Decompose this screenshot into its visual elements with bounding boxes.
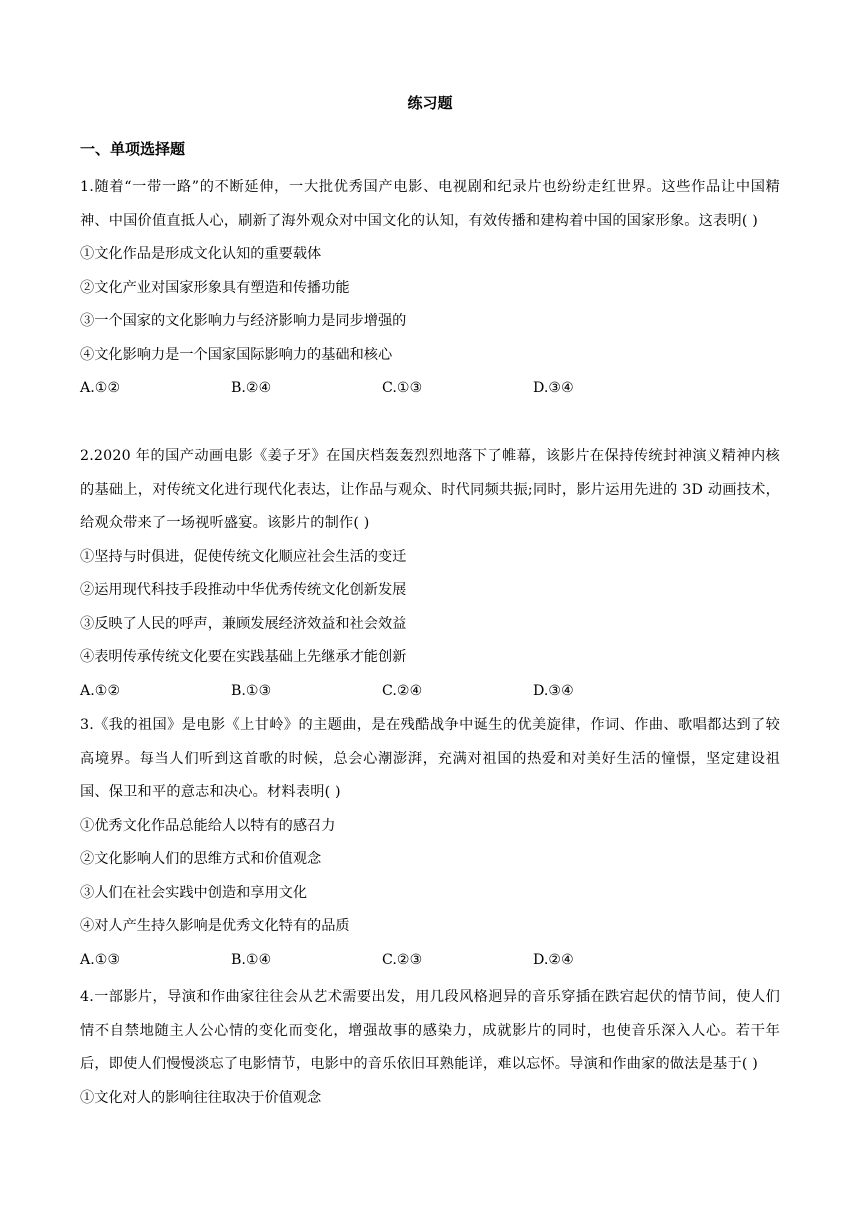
question-option: ③反映了人民的呼声，兼顾发展经济效益和社会效益 bbox=[80, 615, 407, 632]
page-title: 练习题 bbox=[407, 94, 453, 112]
choice-d: D.②④ bbox=[533, 951, 574, 968]
question-option: ④文化影响力是一个国家国际影响力的基础和核心 bbox=[80, 346, 393, 363]
choice-d: D.③④ bbox=[533, 380, 574, 396]
answer-choices bbox=[80, 675, 780, 709]
choice-b: B.②④ bbox=[231, 380, 272, 396]
question-stem: 3.《我的祖国》是电影《上甘岭》的主题曲，是在残酷战争中诞生的优美旋律，作词、作曲、歌唱都达到了较高境界。每当人们听到这首歌的时候，总会心潮澎湃，充满对祖国的热爱和对美好生活的憧憬，坚定建设祖国、保卫和平的意志和决心。材料表明( ) bbox=[80, 717, 780, 800]
question-stem: 1.随着“一带一路”的不断延伸，一大批优秀国产电影、电视剧和纪录片也纷纷走红世界。这些作品让中国精神、中国价值直抵人心，刷新了海外观众对中国文化的认知，有效传播和建构着中国的国家形象。这表明( ) bbox=[80, 179, 780, 229]
choice-b: B.①④ bbox=[231, 951, 272, 968]
question-2 bbox=[80, 440, 780, 708]
question-option: ③人们在社会实践中创造和享用文化 bbox=[80, 884, 308, 901]
question-option: ①文化对人的影响往往取决于价值观念 bbox=[80, 1089, 322, 1106]
question-option: ②文化影响人们的思维方式和价值观念 bbox=[80, 851, 322, 867]
choice-a: A.①② bbox=[80, 682, 121, 699]
question-option: ②运用现代科技手段推动中华优秀传统文化创新发展 bbox=[80, 582, 407, 598]
answer-choices bbox=[80, 372, 780, 406]
question-option: ②文化产业对国家形象具有塑造和传播功能 bbox=[80, 279, 350, 296]
choice-a: A.①② bbox=[80, 380, 121, 396]
answer-choices bbox=[80, 944, 780, 978]
section-heading: 一、单项选择题 bbox=[80, 140, 186, 158]
question-stem: 2.2020 年的国产动画电影《姜子牙》在国庆档轰轰烈烈地落下了帷幕，该影片在保持传统封神演义精神内核的基础上，对传统文化进行现代化表达，让作品与观众、时代同频共振;同时，影片运用先进的 3D 动画技术，给观众带来了一场视听盛宴。该影片的制作( ) bbox=[80, 448, 780, 531]
choice-d: D.③④ bbox=[533, 682, 574, 699]
choice-c: C.①③ bbox=[382, 380, 423, 396]
question-option: ①文化作品是形成文化认知的重要载体 bbox=[80, 246, 322, 262]
question-option: ①优秀文化作品总能给人以特有的感召力 bbox=[80, 817, 336, 834]
choice-a: A.①③ bbox=[80, 951, 121, 968]
choice-b: B.①③ bbox=[231, 682, 272, 699]
question-option: ①坚持与时俱进，促使传统文化顺应社会生活的变迁 bbox=[80, 548, 407, 565]
choice-c: C.②③ bbox=[382, 951, 423, 968]
question-3 bbox=[80, 709, 780, 977]
question-1 bbox=[80, 171, 780, 406]
question-option: ④表明传承传统文化要在实践基础上先继承才能创新 bbox=[80, 649, 407, 665]
question-4 bbox=[80, 981, 780, 1115]
choice-c: C.②④ bbox=[382, 682, 423, 699]
question-option: ③一个国家的文化影响力与经济影响力是同步增强的 bbox=[80, 313, 407, 329]
question-stem: 4.一部影片，导演和作曲家往往会从艺术需要出发，用几段风格迥异的音乐穿插在跌宕起伏的情节间，使人们情不自禁地随主人公心情的变化而变化，增强故事的感染力，成就影片的同时，也使音乐深入人心。若干年后，即使人们慢慢淡忘了电影情节，电影中的音乐依旧耳熟能详，难以忘怀。导演和作曲家的做法是基于( ) bbox=[80, 989, 780, 1072]
question-option: ④对人产生持久影响是优秀文化特有的品质 bbox=[80, 918, 350, 934]
